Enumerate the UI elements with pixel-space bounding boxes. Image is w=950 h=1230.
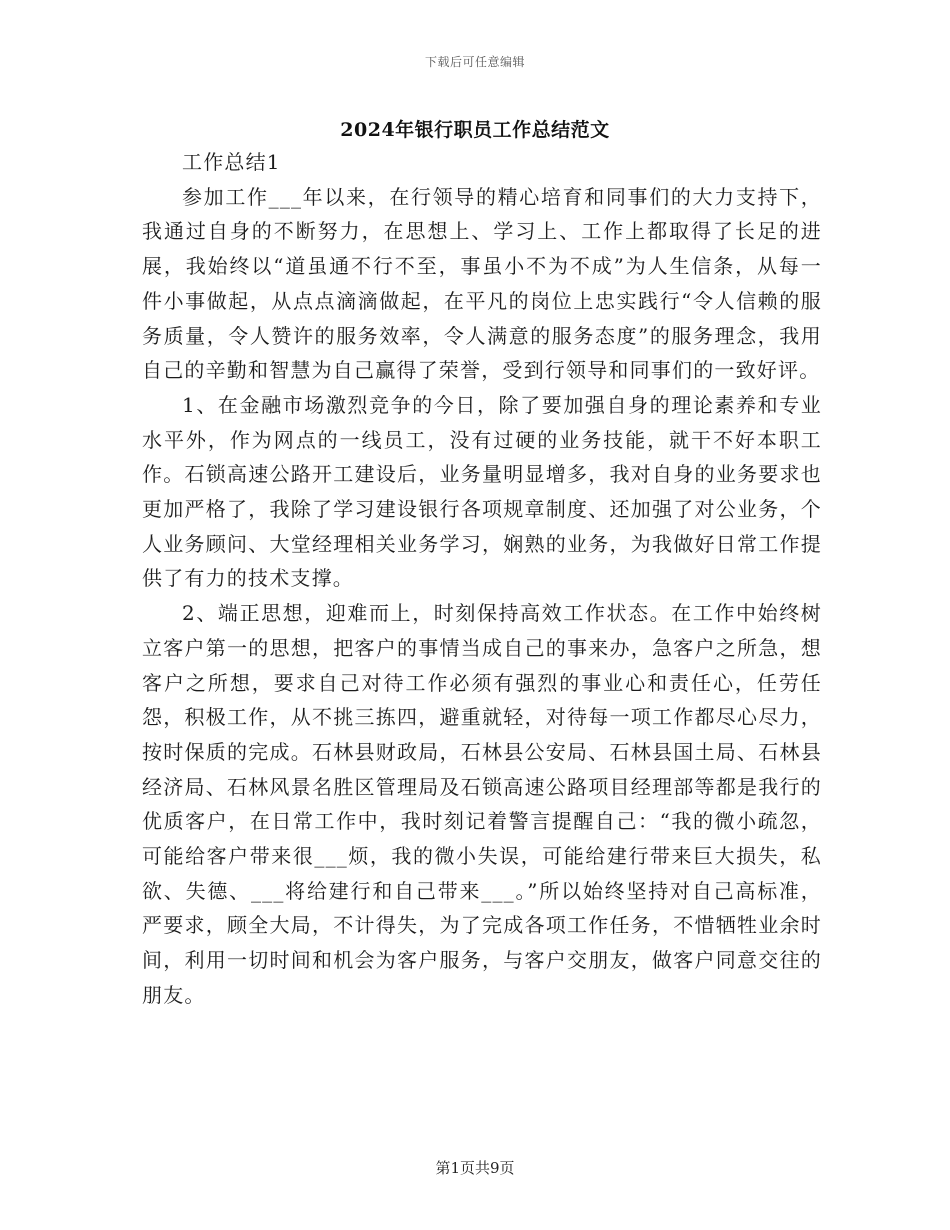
paragraph-point-1: 1、在金融市场激烈竞争的今日，除了要加强自身的理论素养和专业水平外，作为网点的一线员工，没有过硬的业务技能，就干不好本职工作。石锁高速公路开工建设后，业务量明显增多，我对自身的业务要求也更加严格了，我除了学习建设银行各项规章制度、还加强了对公业务，个人业务顾问、大堂经理相关业务学习，娴熟的业务，为我做好日常工作提供了有力的技术支撑。 bbox=[142, 392, 822, 591]
section-heading: 工作总结1 bbox=[182, 150, 281, 174]
page-indicator: 第1页共9页 bbox=[435, 1159, 515, 1177]
header-note: 下载后可任意编辑 bbox=[424, 55, 525, 69]
paragraph-intro: 参加工作___年以来，在行领导的精心培育和同事们的大力支持下，我通过自身的不断努力，在思想上、学习上、工作上都取得了长足的进展，我始终以“道虽通不行不至，事虽小不为不成”为人生信条，从每一件小事做起，从点点滴滴做起，在平凡的岗位上忠实践行“令人信赖的服务质量，令人赞许的服务效率，令人满意的服务态度”的服务理念，我用自己的辛勤和智慧为自己赢得了荣誉，受到行领导和同事们的一致好评。 bbox=[142, 184, 822, 383]
paragraph-point-2: 2、端正思想，迎难而上，时刻保持高效工作状态。在工作中始终树立客户第一的思想，把客户的事情当成自己的事来办，急客户之所急，想客户之所想，要求自己对待工作必须有强烈的事业心和责任心，任劳任怨，积极工作，从不挑三拣四，避重就轻，对待每一项工作都尽心尽力，按时保质的完成。石林县财政局，石林县公安局、石林县国土局、石林县经济局、石林风景名胜区管理局及石锁高速公路项目经理部等都是我行的优质客户，在日常工作中，我时刻记着警言提醒自己：“我的微小疏忽，可能给客户带来很___烦，我的微小失误，可能给建行带来巨大损失，私欲、失德、___将给建行和自己带来___。”所以始终坚持对自己高标准，严要求，顾全大局，不计得失，为了完成各项工作任务，不惜牺牲业余时间，利用一切时间和机会为客户服务，与客户交朋友，做客户同意交往的朋友。 bbox=[142, 601, 822, 1007]
document-body bbox=[142, 145, 822, 1013]
document-title: 2024年银行职员工作总结范文 bbox=[340, 119, 610, 141]
